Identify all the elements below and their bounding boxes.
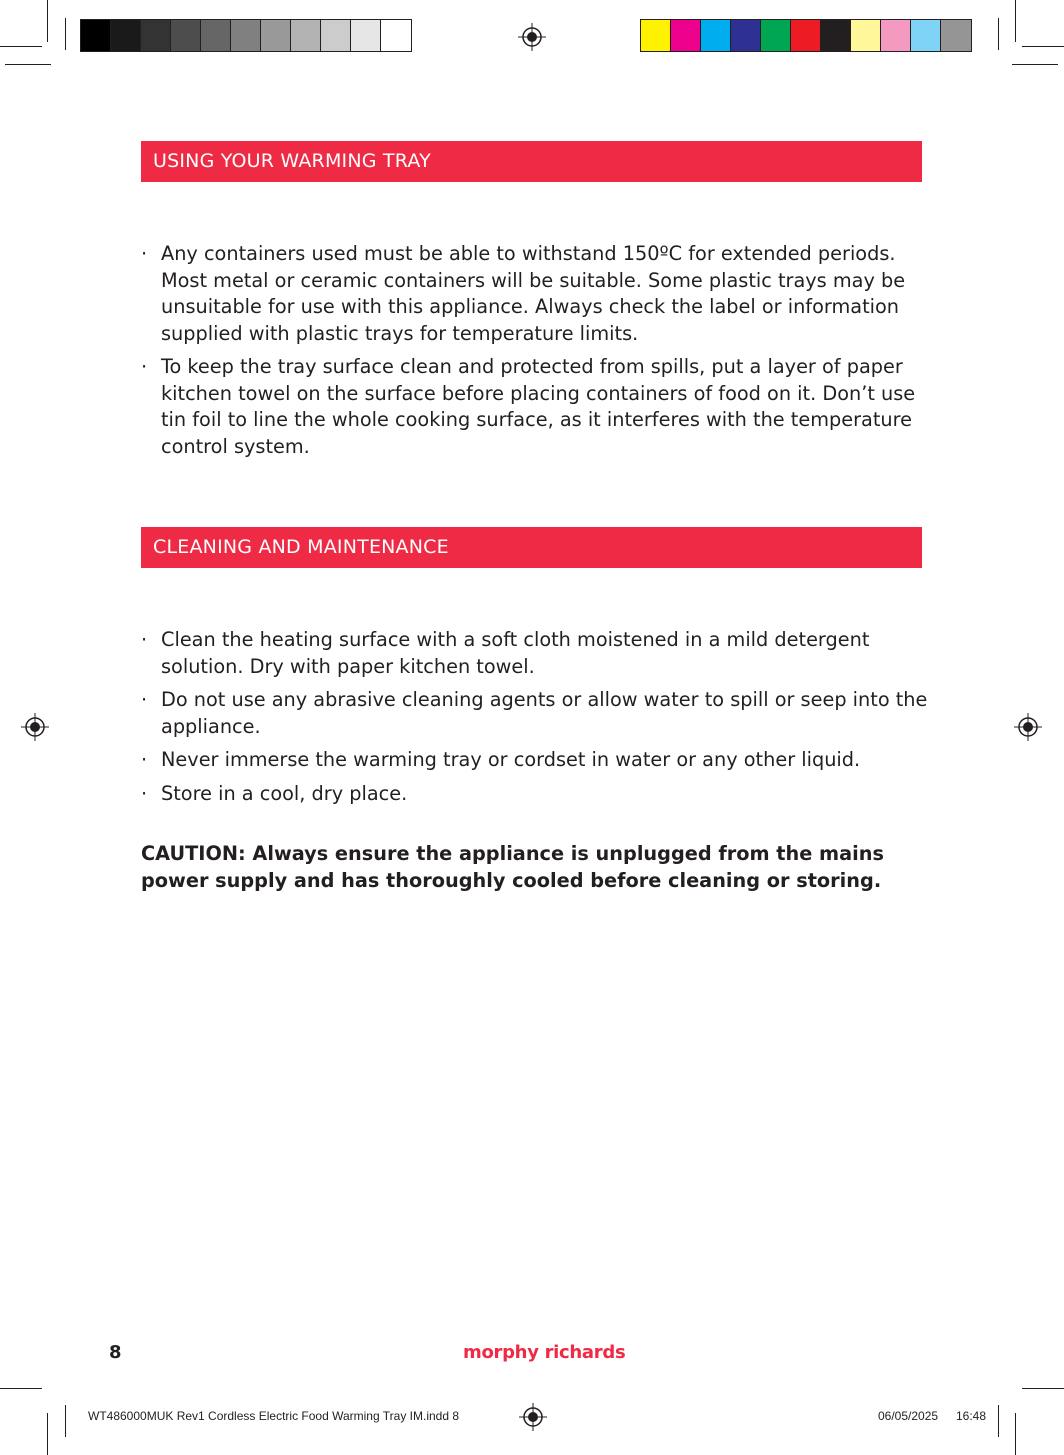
crop-mark xyxy=(5,64,51,65)
color-swatch xyxy=(111,20,141,51)
color-swatch xyxy=(351,20,381,51)
crop-mark xyxy=(1022,46,1064,47)
grayscale-color-bar xyxy=(80,19,412,52)
color-swatch xyxy=(141,20,171,51)
crop-mark xyxy=(65,18,66,50)
crop-mark xyxy=(998,18,999,50)
bullet: · xyxy=(141,355,148,378)
crop-mark xyxy=(1012,64,1058,65)
list-item: · Store in a cool, dry place. xyxy=(141,781,931,808)
registration-mark-icon xyxy=(519,1403,547,1431)
crop-mark xyxy=(998,1405,999,1437)
process-color-bar xyxy=(640,19,972,52)
registration-mark-icon xyxy=(518,23,546,51)
bullet: · xyxy=(141,242,148,265)
list-item: · To keep the tray surface clean and protected from spills, put a layer of paper kitchen towel on the surface before placing containers of food on it. Don’t use tin foil to line the whole cooking surface, as it interferes with the temperature control system. xyxy=(141,355,916,458)
bullet: · xyxy=(141,781,148,805)
color-swatch xyxy=(731,20,761,51)
color-swatch xyxy=(641,20,671,51)
section-heading-cleaning: CLEANING AND MAINTENANCE xyxy=(141,527,922,568)
crop-mark xyxy=(47,1413,48,1455)
list-item: · Clean the heating surface with a soft cloth moistened in a mild detergent solution. Dry with paper kitchen towel. xyxy=(141,628,870,678)
registration-mark-icon xyxy=(1014,713,1042,741)
color-swatch xyxy=(701,20,731,51)
color-swatch xyxy=(671,20,701,51)
color-swatch xyxy=(291,20,321,51)
page-number: 8 xyxy=(109,1342,122,1363)
color-swatch xyxy=(81,20,111,51)
color-swatch xyxy=(171,20,201,51)
color-swatch xyxy=(851,20,881,51)
bullet: · xyxy=(141,688,148,711)
crop-mark xyxy=(1015,0,1016,42)
color-swatch xyxy=(911,20,941,51)
color-swatch xyxy=(791,20,821,51)
color-swatch xyxy=(881,20,911,51)
color-swatch xyxy=(821,20,851,51)
bullet: · xyxy=(141,628,148,651)
cleaning-instructions-list xyxy=(141,627,931,814)
warming-instructions-list xyxy=(141,241,931,467)
crop-mark xyxy=(47,0,48,42)
crop-mark xyxy=(1022,1388,1064,1389)
slug-time: 16:48 xyxy=(956,1409,987,1423)
brand-logo: morphy richards xyxy=(463,1342,626,1363)
color-swatch xyxy=(231,20,261,51)
caution-notice: CAUTION: Always ensure the appliance is unplugged from the mains power supply and has thoroughly cooled before cleaning or storing. xyxy=(141,842,884,892)
crop-mark xyxy=(0,1388,42,1389)
color-swatch xyxy=(201,20,231,51)
registration-mark-icon xyxy=(21,713,49,741)
crop-mark xyxy=(0,46,42,47)
crop-mark xyxy=(1015,1413,1016,1455)
list-item: · Any containers used must be able to withstand 150ºC for extended periods. Most metal or ceramic containers will be suitable. Some plastic trays may be unsuitable for use with this appliance. Always check the label or information supplied with plastic trays for temperature limits. xyxy=(141,242,906,345)
color-swatch xyxy=(941,20,971,51)
color-swatch xyxy=(321,20,351,51)
color-swatch xyxy=(761,20,791,51)
list-item: · Never immerse the warming tray or cordset in water or any other liquid. xyxy=(141,747,931,774)
color-swatch xyxy=(381,20,411,51)
slug-date: 06/05/2025 xyxy=(878,1409,939,1423)
section-heading-warming: USING YOUR WARMING TRAY xyxy=(141,141,922,182)
color-swatch xyxy=(261,20,291,51)
crop-mark xyxy=(65,1405,66,1437)
bullet: · xyxy=(141,748,148,771)
list-item: · Do not use any abrasive cleaning agents or allow water to spill or seep into the appliance. xyxy=(141,688,928,738)
slug-filename: WT486000MUK Rev1 Cordless Electric Food Warming Tray IM.indd 8 xyxy=(88,1409,460,1423)
